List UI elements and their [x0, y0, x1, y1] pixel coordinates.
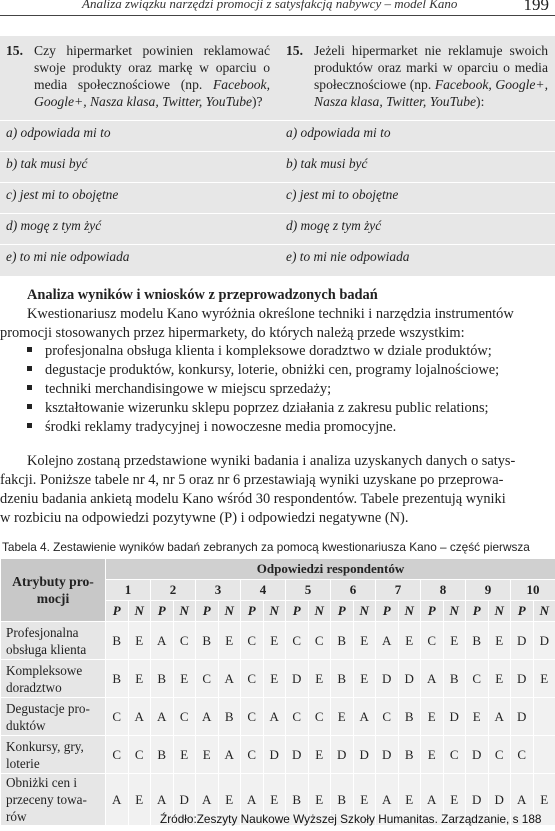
answer-cell: A	[218, 736, 241, 774]
option-divider	[0, 151, 555, 152]
header-rule	[0, 15, 555, 16]
answer-cell: E	[533, 774, 555, 826]
answer-cell: D	[376, 660, 399, 698]
paragraph-line: dzeniu badania ankietą modelu Kano wśród 30 respondentów. Tabele prezentują wyniki	[0, 491, 506, 507]
answer-cell: E	[398, 774, 421, 826]
answer-cell: E	[263, 660, 286, 698]
answer-cell: C	[421, 622, 444, 660]
answer-cell: E	[173, 660, 196, 698]
answer-cell: D	[466, 774, 489, 826]
answer-cell: C	[106, 736, 129, 774]
respondent-header: 6	[331, 580, 376, 601]
answer-cell: D	[263, 736, 286, 774]
source-note: Źródło:Zeszyty Naukowe Wyższej Szkoły Humanitas. Zarządzanie, s 188	[160, 812, 542, 826]
answer-cell: C	[286, 622, 309, 660]
question-number: 15.	[6, 43, 23, 58]
section-heading: Analiza wyników i wniosków z przeprowadzonych badań	[27, 287, 378, 303]
answer-cell: C	[241, 736, 264, 774]
answer-cell: A	[376, 622, 399, 660]
option-divider	[0, 213, 555, 214]
running-header	[0, 0, 555, 20]
answer-cell: D	[331, 736, 354, 774]
answer-cell: D	[173, 774, 196, 826]
answer-cell: C	[196, 660, 219, 698]
answer-cell: E	[421, 736, 444, 774]
positive-header: P	[466, 601, 489, 622]
answer-cell: E	[173, 736, 196, 774]
respondent-header: 9	[466, 580, 511, 601]
answer-cell: E	[196, 736, 219, 774]
answer-cell: B	[398, 736, 421, 774]
bullet-icon	[27, 423, 32, 428]
positive-header: P	[196, 601, 219, 622]
answer-cell: A	[196, 774, 219, 826]
table-caption: Tabela 4. Zestawienie wyników badań zebranych za pomocą kwestionariusza Kano – część pierwsza	[2, 540, 530, 554]
option-d-right: d) mogę z tym żyć	[286, 218, 382, 233]
respondent-header: 4	[241, 580, 286, 601]
positive-header: P	[286, 601, 309, 622]
answer-cell: D	[533, 622, 555, 660]
answer-cell: A	[511, 774, 534, 826]
answer-cell: A	[376, 774, 399, 826]
bullet-icon	[27, 366, 32, 371]
answer-cell: B	[398, 698, 421, 736]
paragraph-line: Kolejno zostaną przedstawione wyniki badania i analiza uzyskanych danych o satys-	[27, 453, 516, 469]
answer-cell: D	[443, 698, 466, 736]
answer-cell: D	[398, 660, 421, 698]
negative-header: N	[263, 601, 286, 622]
answer-cell: D	[286, 660, 309, 698]
answer-cell: E	[466, 698, 489, 736]
answer-cell: E	[421, 698, 444, 736]
answer-cell: E	[443, 774, 466, 826]
positive-header: P	[331, 601, 354, 622]
answer-cell: E	[533, 660, 555, 698]
answer-cell: E	[263, 622, 286, 660]
respondent-header: 8	[421, 580, 466, 601]
group-header: Odpowiedzi respondentów	[106, 559, 555, 580]
answer-cell: C	[106, 698, 129, 736]
table-row	[1, 622, 555, 660]
answer-cell: A	[353, 698, 376, 736]
answer-cell: B	[331, 774, 354, 826]
answer-cell: D	[488, 774, 511, 826]
answer-cell: D	[376, 736, 399, 774]
table-row	[1, 698, 555, 736]
answer-cell: A	[151, 622, 174, 660]
bullet-icon	[27, 347, 32, 352]
answer-cell: E	[353, 660, 376, 698]
table-row	[1, 660, 555, 698]
respondent-header: 2	[151, 580, 196, 601]
answer-cell: E	[443, 622, 466, 660]
negative-header: N	[443, 601, 466, 622]
bullet-item: degustacje produktów, konkursy, loterie, obniżki cen, programy lojalnościowe;	[27, 362, 499, 379]
answer-cell: D	[511, 660, 534, 698]
bullet-icon	[27, 385, 32, 390]
answer-cell: C	[443, 736, 466, 774]
respondent-header: 10	[511, 580, 555, 601]
answer-cell: D	[353, 736, 376, 774]
answer-cell: D	[286, 736, 309, 774]
answer-cell: E	[218, 774, 241, 826]
option-a-left: a) odpowiada mi to	[6, 125, 111, 140]
option-divider	[0, 244, 555, 245]
answer-cell: D	[466, 736, 489, 774]
positive-header: P	[376, 601, 399, 622]
respondent-header: 1	[106, 580, 151, 601]
results-table	[0, 558, 555, 826]
attr-header: Atrybuty pro- mocji	[1, 559, 106, 622]
negative-header: N	[353, 601, 376, 622]
positive-header: P	[151, 601, 174, 622]
answer-cell: A	[218, 660, 241, 698]
answer-cell: A	[488, 698, 511, 736]
positive-header: P	[106, 601, 129, 622]
answer-cell: B	[286, 774, 309, 826]
answer-cell: A	[421, 774, 444, 826]
respondent-header: 7	[376, 580, 421, 601]
option-b-right: b) tak musi być	[286, 156, 368, 171]
answer-cell: A	[151, 698, 174, 736]
answer-cell: E	[353, 622, 376, 660]
answer-cell: E	[308, 736, 331, 774]
negative-header: N	[308, 601, 331, 622]
option-e-right: e) to mi nie odpowiada	[286, 249, 410, 264]
option-a-right: a) odpowiada mi to	[286, 125, 391, 140]
answer-cell: C	[173, 698, 196, 736]
answer-cell: C	[466, 660, 489, 698]
answer-cell: A	[241, 774, 264, 826]
row-label: Obniżki cen i przeceny towa-rów	[1, 774, 106, 826]
answer-cell: E	[488, 622, 511, 660]
row-label: Profesjonalna obsługa klienta	[1, 622, 106, 660]
negative-header: N	[533, 601, 555, 622]
page-number: 199	[523, 0, 549, 14]
answer-cell: C	[241, 698, 264, 736]
row-label: Degustacje pro-duktów	[1, 698, 106, 736]
negative-header: N	[173, 601, 196, 622]
answer-cell: B	[151, 736, 174, 774]
answer-cell: C	[241, 660, 264, 698]
paragraph-line: Kwestionariusz modelu Kano wyróżnia określone techniki i narzędzia instrumentów	[27, 306, 514, 322]
negative-header: N	[488, 601, 511, 622]
answer-cell	[533, 698, 555, 736]
negative-header: N	[398, 601, 421, 622]
answer-cell: E	[308, 774, 331, 826]
option-divider	[0, 120, 555, 121]
answer-cell: E	[218, 622, 241, 660]
bullet-item: środki reklamy tradycyjnej i nowoczesne media promocyjne.	[27, 419, 396, 436]
answer-cell: B	[443, 660, 466, 698]
question-right	[286, 42, 548, 110]
bullet-item: profesjonalna obsługa klienta i kompleksowe doradztwo w dziale produktów;	[27, 343, 492, 360]
answer-cell: A	[421, 660, 444, 698]
option-divider	[0, 182, 555, 183]
answer-cell: C	[173, 622, 196, 660]
question-text: Jeżeli hipermarket nie reklamuje swoich produktów oraz marki w oparciu o media społecznościowe (np. Facebook, Google+, Nasza klasa, Twitter, YouTube):	[314, 43, 549, 109]
answer-cell: E	[128, 774, 151, 826]
answer-cell: A	[263, 698, 286, 736]
paragraph-line: fakcji. Poniższe tabele nr 4, nr 5 oraz nr 6 przestawiają wyniki uzyskane po przeprowa-	[0, 472, 504, 488]
respondent-header: 3	[196, 580, 241, 601]
answer-cell: C	[376, 698, 399, 736]
positive-header: P	[421, 601, 444, 622]
bullet-item: techniki merchandisingowe w miejscu sprzedaży;	[27, 381, 331, 398]
answer-cell: B	[466, 622, 489, 660]
answer-cell: C	[286, 698, 309, 736]
option-c-left: c) jest mi to obojętne	[6, 187, 119, 202]
answer-cell	[533, 736, 555, 774]
respondent-header: 5	[286, 580, 331, 601]
answer-cell: E	[488, 660, 511, 698]
running-title: Analiza związku narzędzi promocji z satysfakcją nabywcy – model Kano	[82, 0, 458, 11]
option-c-right: c) jest mi to obojętne	[286, 187, 399, 202]
positive-header: P	[511, 601, 534, 622]
answer-cell: B	[196, 622, 219, 660]
question-left	[6, 42, 270, 110]
negative-header: N	[128, 601, 151, 622]
answer-cell: C	[241, 622, 264, 660]
answer-cell: C	[308, 622, 331, 660]
answer-cell: B	[151, 660, 174, 698]
bullet-icon	[27, 404, 32, 409]
answer-cell: E	[331, 698, 354, 736]
answer-cell: A	[196, 698, 219, 736]
positive-header: P	[241, 601, 264, 622]
answer-cell: D	[511, 622, 534, 660]
paragraph-line: w rozbiciu na odpowiedzi pozytywne (P) i odpowiedzi negatywne (N).	[0, 510, 409, 526]
answer-cell: D	[511, 698, 534, 736]
answer-cell: B	[331, 660, 354, 698]
row-label: Konkursy, gry, loterie	[1, 736, 106, 774]
answer-cell: C	[511, 736, 534, 774]
row-label: Kompleksowe doradztwo	[1, 660, 106, 698]
answer-cell: E	[353, 774, 376, 826]
table-row	[1, 736, 555, 774]
answer-cell: A	[106, 774, 129, 826]
answer-cell: E	[308, 660, 331, 698]
answer-cell: C	[308, 698, 331, 736]
answer-cell: E	[128, 622, 151, 660]
answer-cell: B	[218, 698, 241, 736]
answer-cell: C	[488, 736, 511, 774]
questionnaire-box	[0, 36, 555, 276]
answer-cell: E	[263, 774, 286, 826]
question-text: Czy hipermarket powinien reklamować swoje produkty oraz markę w oparciu o media społecznościowe (np. Facebook, Google+, Nasza klasa, Twitter, YouTube)?	[34, 43, 270, 109]
answer-cell: C	[128, 736, 151, 774]
answer-cell: A	[128, 698, 151, 736]
answer-cell: B	[106, 622, 129, 660]
option-b-left: b) tak musi być	[6, 156, 88, 171]
answer-cell: A	[151, 774, 174, 826]
paragraph-line: promocji stosowanych przez hipermarkety, do których należą przede wszystkim:	[0, 325, 465, 341]
negative-header: N	[218, 601, 241, 622]
option-e-left: e) to mi nie odpowiada	[6, 249, 130, 264]
question-number: 15.	[286, 43, 303, 58]
answer-cell: B	[331, 622, 354, 660]
answer-cell: E	[128, 660, 151, 698]
answer-cell: E	[398, 622, 421, 660]
bullet-item: kształtowanie wizerunku sklepu poprzez działania z zakresu public relations;	[27, 400, 489, 417]
option-d-left: d) mogę z tym żyć	[6, 218, 102, 233]
answer-cell: B	[106, 660, 129, 698]
